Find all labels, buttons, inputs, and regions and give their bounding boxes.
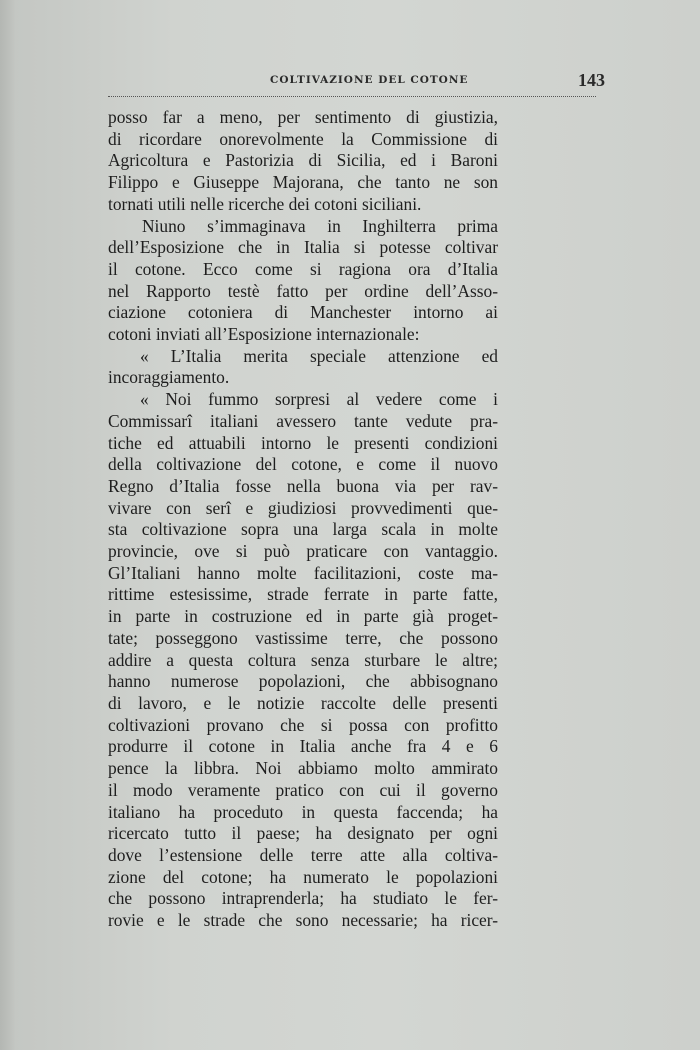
text-line: hanno numerose popolazioni, che abbisognano [108, 671, 498, 692]
text-line: produrre il cotone in Italia anche fra 4 e 6 [108, 736, 498, 757]
text-line: « Noi fummo sorpresi al vedere come i [140, 389, 498, 410]
text-line: cotoni inviati all’Esposizione internazionale: [108, 324, 420, 345]
text-line: il modo veramente pratico con cui il governo [108, 779, 498, 800]
text-line: tate; posseggono vastissime terre, che possono [108, 627, 498, 648]
text-line: Filippo e Giuseppe Majorana, che tanto ne son [108, 172, 498, 193]
header-rule [108, 96, 596, 97]
text-line: Agricoltura e Pastorizia di Sicilia, ed i Baroni [108, 150, 498, 171]
text-line: tiche ed attuabili intorno le presenti condizioni [108, 432, 498, 453]
text-line: il cotone. Ecco come si ragiona ora d’Italia [108, 258, 498, 279]
text-line: dell’Esposizione che in Italia si potesse coltivar [108, 237, 498, 258]
text-line: in parte in costruzione ed in parte già proget- [108, 606, 498, 627]
text-line: coltivazioni provano che si possa con profitto [108, 714, 498, 735]
text-line: vivare con serî e giudiziosi provvedimenti que- [108, 497, 498, 518]
text-line: nel Rapporto testè fatto per ordine dell’Asso- [108, 280, 498, 301]
text-line: Niuno s’immaginava in Inghilterra prima [142, 215, 498, 236]
text-line: zione del cotone; ha numerato le popolazioni [108, 866, 498, 887]
text-line: rovie e le strade che sono necessarie; ha ricer- [108, 910, 498, 931]
text-line: Gl’Italiani hanno molte facilitazioni, coste ma- [108, 562, 498, 583]
text-line: della coltivazione del cotone, e come il nuovo [108, 454, 498, 475]
text-line: di ricordare onorevolmente la Commissione di [108, 128, 498, 149]
text-line: sta coltivazione sopra una larga scala in molte [108, 519, 498, 540]
text-line: pence la libbra. Noi abbiamo molto ammirato [108, 758, 498, 779]
text-line: Commissarî italiani avessero tante vedute pra- [108, 410, 498, 431]
text-line: ciazione cotoniera di Manchester intorno ai [108, 302, 498, 323]
text-line: « L’Italia merita speciale attenzione ed [140, 345, 498, 366]
text-line: posso far a meno, per sentimento di giustizia, [108, 107, 498, 127]
text-line: di lavoro, e le notizie raccolte delle presenti [108, 692, 498, 713]
text-line: rittime estesissime, strade ferrate in parte fatte, [108, 584, 498, 605]
text-line: dove l’estensione delle terre atte alla coltiva- [108, 844, 498, 865]
page-number: 143 [578, 70, 605, 90]
text-line: italiano ha proceduto in questa faccenda; ha [108, 801, 498, 822]
body-text [108, 107, 498, 932]
text-line: che possono intraprenderla; ha studiato le fer- [108, 888, 498, 909]
text-line: ricercato tutto il paese; ha designato per ogni [108, 823, 498, 844]
running-title: COLTIVAZIONE DEL COTONE [270, 74, 469, 86]
text-line: tornati utili nelle ricerche dei cotoni siciliani. [108, 193, 422, 214]
running-head [108, 70, 608, 96]
text-line: incoraggiamento. [108, 367, 230, 388]
text-line: provincie, ove si può praticare con vantaggio. [108, 541, 498, 562]
page-gutter-shadow [0, 0, 16, 1050]
text-line: addire a questa coltura senza sturbare le altre; [108, 649, 498, 670]
text-line: Regno d’Italia fosse nella buona via per rav- [108, 475, 498, 496]
